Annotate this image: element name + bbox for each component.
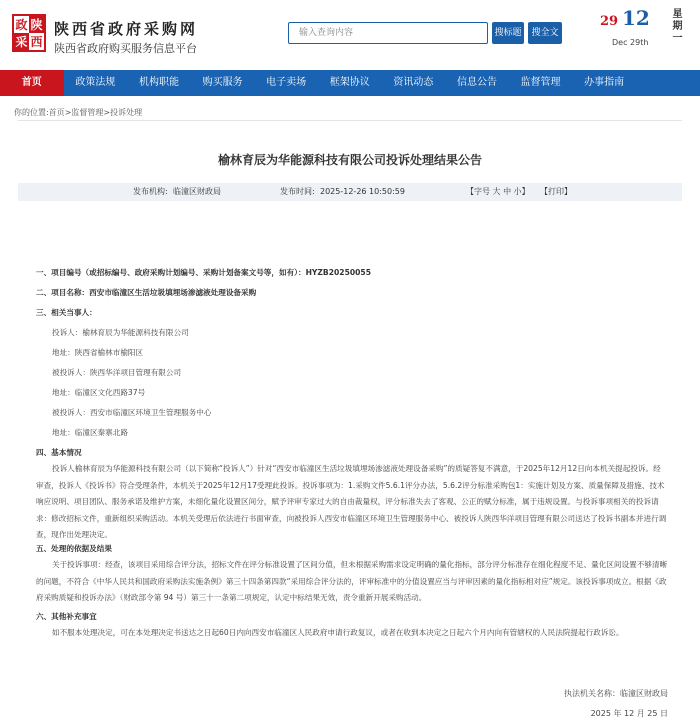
section-5: 五、处理的依据及结果 — [36, 544, 112, 553]
section-4: 四、基本情况 — [36, 448, 82, 457]
logo-char: 陕 — [30, 17, 43, 32]
date-english: Dec 29th — [612, 38, 649, 47]
party-line: 地址：陕西省榆林市榆阳区 — [52, 348, 144, 357]
site-subtitle: 陕西省政府购买服务信息平台 — [54, 42, 197, 55]
nav-e-mall[interactable]: 电子卖场 — [266, 77, 307, 88]
time-value: 2025-12-26 10:50:59 — [320, 187, 405, 196]
article-container — [18, 120, 682, 728]
search-input[interactable]: 输入查询内容 — [288, 22, 488, 44]
logo-char: 西 — [30, 34, 43, 49]
nav-news[interactable]: 资讯动态 — [393, 77, 434, 88]
signature-date: 2025 年 12 月 25 日 — [590, 709, 668, 718]
section-6: 六、其他补充事宜 — [36, 612, 97, 621]
section-4-paragraph: 投诉人榆林育辰为华能源科技有限公司（以下简称“投诉人”）针对“西安市临潼区生活垃圾填埋场渗滤液处理设备采购”的质疑答复不满意，于2025年12月12日向本机关提起投诉。经审查，投诉人《投诉书》符合受理条件，本机关于2025年12月17受理此投诉。投诉事项为：1.采购文件5.6.1评分办法，5.6.2评分标准采购包1：实施计划及方案、质量保障及措施、技术响应说明、项目团队、服务承诺及维护方案，未细化量化设置区间分，赋予评审专家过大的自由裁量权，评分标准失去了客观、公正的赋分标准，属于违规设置。与投诉事项相关的投诉请求：修改招标文件，重新组织采购活动。本机关受理后依法进行书面审查，向被投诉人西安市临潼区环境卫生管理服务中心、被投诉人陕西华洋项目管理有限公司送达了投诉书副本并进行调查，现作出处理决定。 — [36, 464, 667, 539]
nav-supervision[interactable]: 监督管理 — [520, 77, 561, 88]
party-line: 地址：临潼区秦寨北路 — [52, 428, 128, 437]
nav-agency[interactable]: 机构职能 — [138, 77, 179, 88]
signature-org: 执法机关名称：临潼区财政局 — [564, 689, 668, 698]
party-line: 被投诉人：西安市临潼区环境卫生管理服务中心 — [52, 408, 212, 417]
date-day: 29 — [600, 14, 619, 29]
logo-char: 政 — [15, 17, 28, 32]
section-2: 二、项目名称：西安市临潼区生活垃圾填埋场渗滤液处理设备采购 — [36, 288, 257, 297]
nav-purchase-services[interactable]: 购买服务 — [202, 77, 243, 88]
section-6-paragraph: 如不服本处理决定，可在本处理决定书送达之日起60日内向西安市临潼区人民政府申请行政复议，或者在收到本决定之日起六个月内向有管辖权的人民法院提起行政诉讼。 — [52, 628, 624, 637]
nav-framework[interactable]: 框架协议 — [329, 77, 370, 88]
date-display — [600, 6, 700, 50]
breadcrumb-prefix: 你的位置: — [14, 108, 49, 117]
print-button[interactable]: 【打印】 — [540, 187, 572, 196]
section-1: 一、项目编号（或招标编号、政府采购计划编号、采购计划备案文号等，如有）：HYZB20250055 — [36, 268, 371, 277]
site-logo[interactable] — [12, 14, 46, 52]
main-nav — [0, 70, 700, 96]
logo-char: 采 — [15, 34, 28, 49]
breadcrumb-complaint[interactable]: >投诉处理 — [103, 108, 143, 117]
search-title-button[interactable]: 搜标题 — [492, 22, 524, 44]
date-weekday: 星期一 — [670, 8, 681, 44]
site-header — [0, 0, 700, 68]
site-title[interactable]: 陕西省政府采购网 — [54, 20, 199, 38]
nav-home[interactable]: 首页 — [0, 70, 64, 96]
party-line: 地址：临潼区文化西路37号 — [52, 388, 146, 397]
nav-policy[interactable]: 政策法规 — [75, 77, 116, 88]
article-meta-bar — [18, 183, 682, 201]
breadcrumb-home[interactable]: 首页 — [48, 108, 65, 117]
section-3: 三、相关当事人： — [36, 308, 97, 317]
breadcrumb-supervision[interactable]: >监督管理 — [64, 108, 104, 117]
nav-guide[interactable]: 办事指南 — [584, 77, 625, 88]
date-month: 12 — [622, 6, 650, 30]
time-label: 发布时间: — [280, 187, 315, 196]
search-fulltext-button[interactable]: 搜全文 — [528, 22, 562, 44]
publisher-value: 临潼区财政局 — [173, 187, 221, 196]
section-5-paragraph: 关于投诉事项：经查，该项目采用综合评分法，招标文件在评分标准设置了区间分值，但未根据采购需求设定明确的量化指标，部分评分标准存在细化程度不足、量化区间设置不够清晰的问题，不符合《中华人民共和国政府采购法实施条例》第三十四条第四款“采用综合评分法的，评审标准中的分值设置应当与评审因素的量化指标相对应”规定。该投诉事项成立。根据《政府采购质疑和投诉办法》（财政部令第 94 号）第三十一条第二项规定，认定中标结果无效，责令重新开展采购活动。 — [36, 560, 668, 602]
party-line: 被投诉人：陕西华洋项目管理有限公司 — [52, 368, 182, 377]
font-size-control[interactable]: 【字号 大 中 小】 — [466, 187, 530, 196]
party-line: 投诉人：榆林育辰为华能源科技有限公司 — [52, 328, 189, 337]
publisher-label: 发布机构: — [133, 187, 168, 196]
nav-announcements[interactable]: 信息公告 — [456, 77, 497, 88]
breadcrumb — [14, 107, 142, 118]
article-title: 榆林育辰为华能源科技有限公司投诉处理结果公告 — [217, 153, 482, 167]
